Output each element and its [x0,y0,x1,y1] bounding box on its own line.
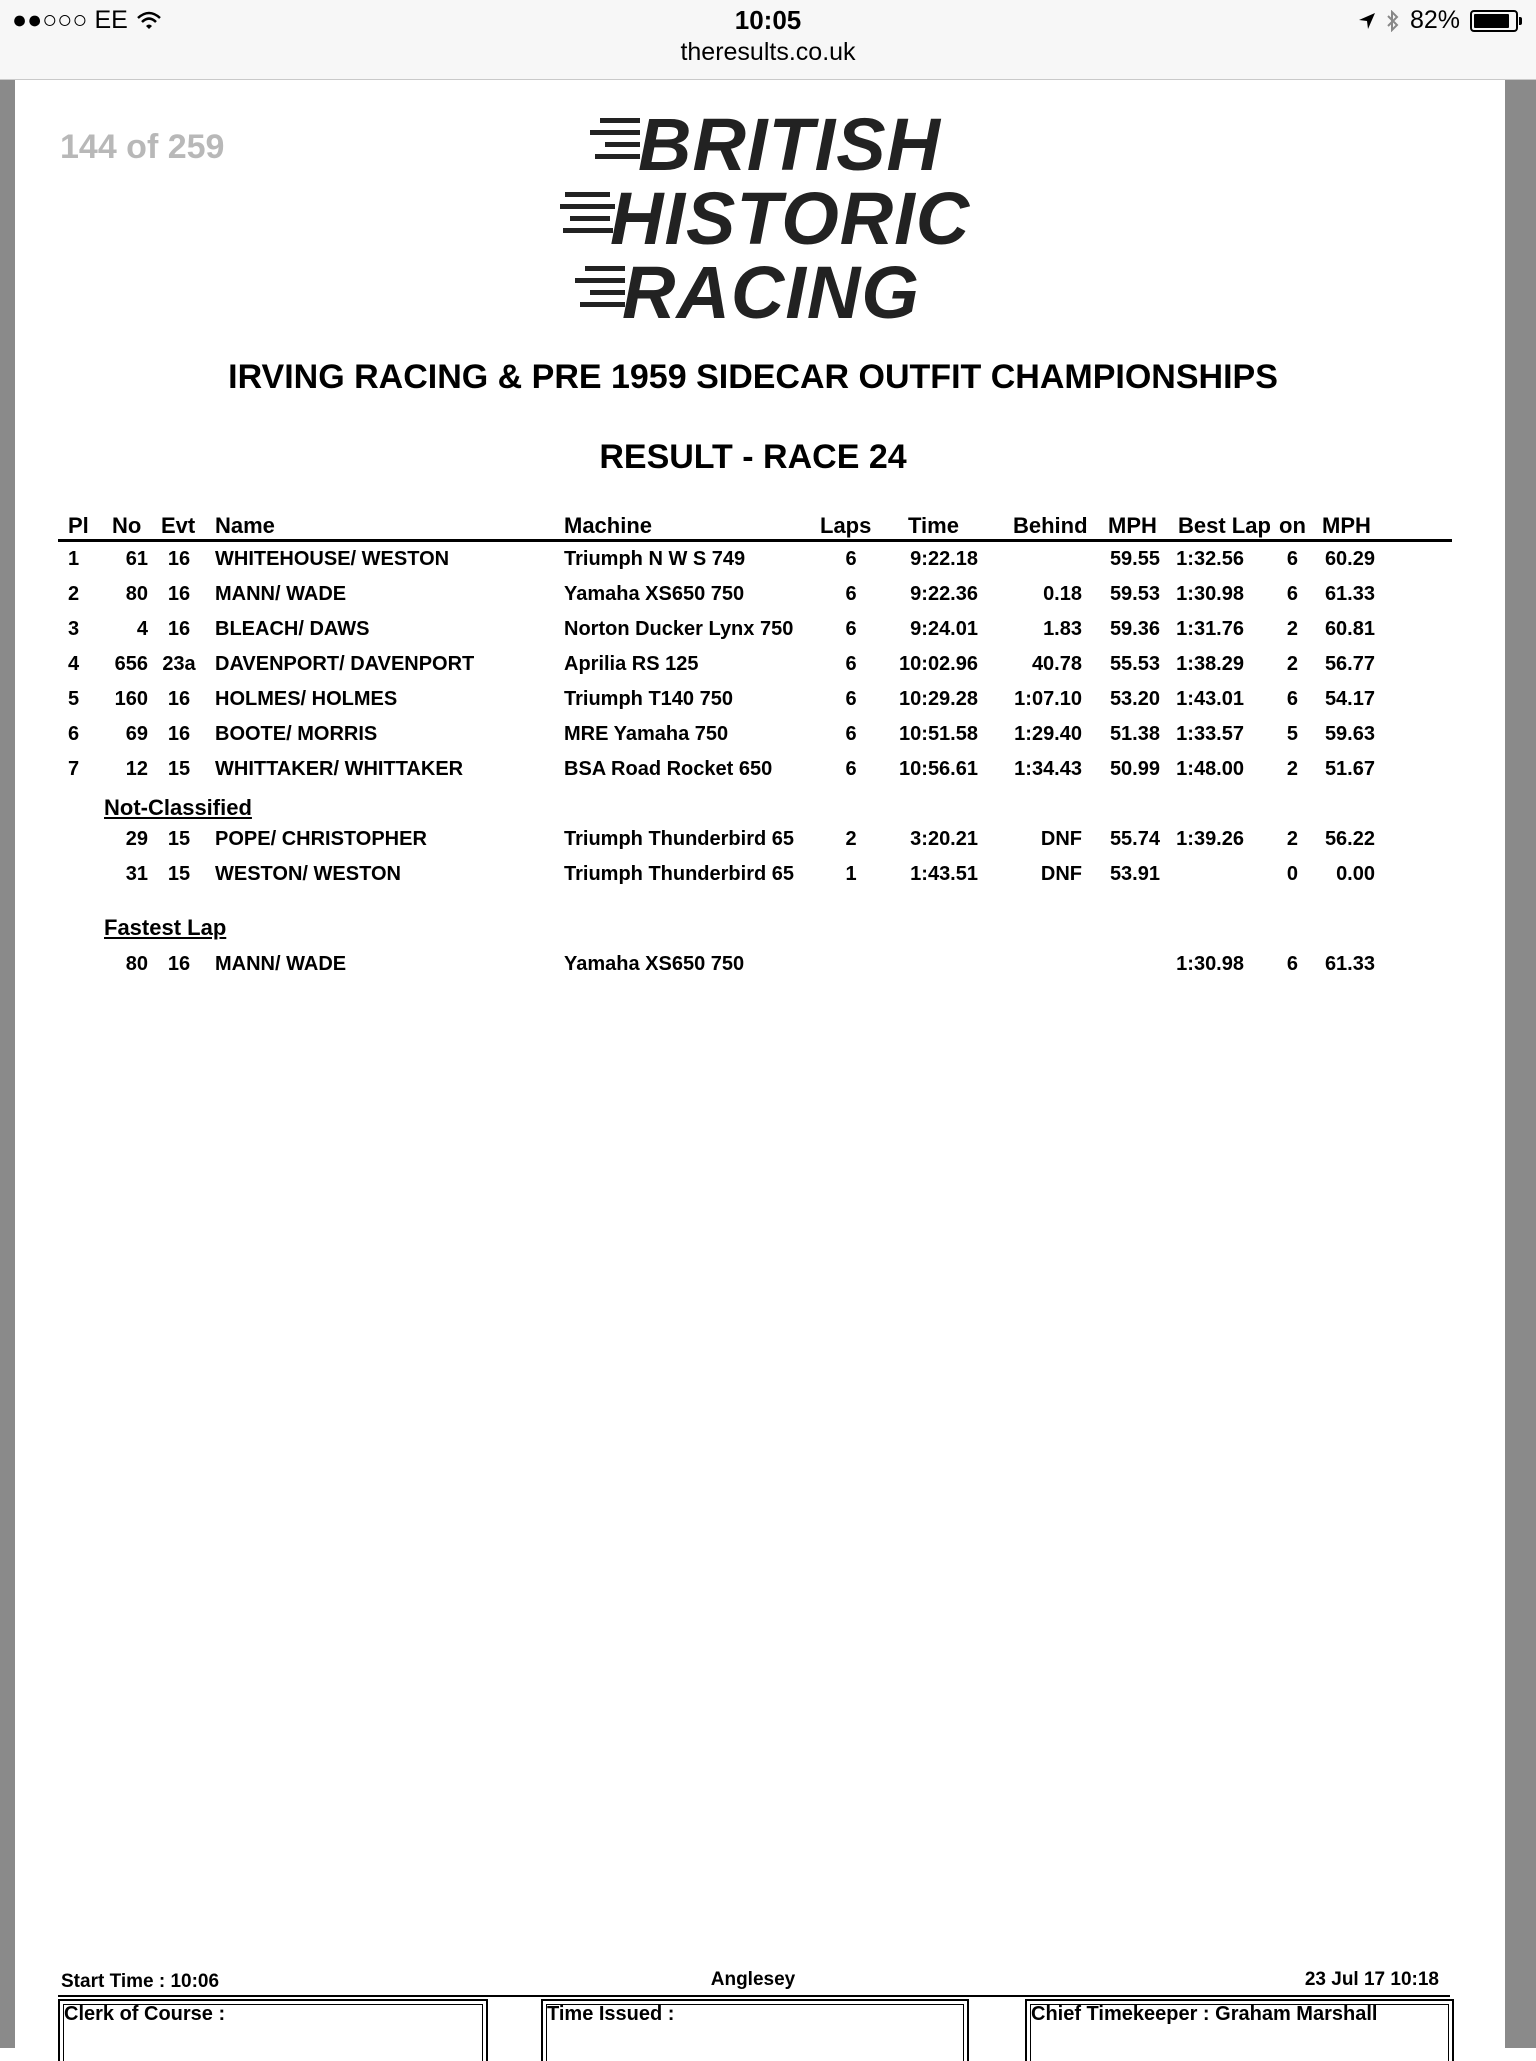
result-cell-behind: 1.83 [1043,618,1082,640]
not-classified-cell-laps: 2 [845,828,857,850]
battery-icon [1470,10,1518,32]
result-cell-machine: MRE Yamaha 750 [564,723,729,745]
result-cell-machine: Triumph T140 750 [564,688,733,710]
result-cell-name: BLEACH/ DAWS [215,618,370,640]
header-mph: MPH [1108,513,1157,538]
logo-line-historic: HISTORIC [610,177,971,260]
header-name: Name [215,513,275,538]
result-cell-best: 1:31.76 [1176,618,1244,640]
fastest-lap-cell-evt: 16 [167,953,191,975]
result-cell-behind: 1:29.40 [1014,723,1082,745]
result-cell-behind: 0.18 [1043,583,1082,605]
result-cell-no: 69 [125,723,148,745]
result-cell-on: 2 [1286,653,1298,675]
header-pl: Pl [68,513,89,538]
result-cell-no: 160 [114,688,148,710]
result-cell-mph: 55.53 [1109,653,1160,675]
clerk-of-course-box [58,1999,488,2061]
not-classified-cell-machine: Triumph Thunderbird 65 [564,828,795,850]
result-cell-no: 12 [125,758,148,780]
not-classified-cell-on: 0 [1286,863,1298,885]
result-cell-mph: 51.38 [1109,723,1160,745]
not-classified-heading: Not-Classified [104,795,252,820]
address-bar-url[interactable]: theresults.co.uk [680,38,856,66]
fastest-lap-cell-no: 80 [125,953,148,975]
result-cell-best: 1:48.00 [1176,758,1244,780]
result-cell-name: MANN/ WADE [215,583,347,605]
result-cell-evt: 16 [167,723,191,745]
bluetooth-icon [1386,10,1400,32]
result-cell-mph2: 54.17 [1324,688,1375,710]
result-cell-evt: 23a [162,653,196,675]
result-cell-laps: 6 [845,688,857,710]
result-cell-on: 2 [1286,758,1298,780]
not-classified-cell-time: 1:43.51 [910,863,978,885]
result-cell-on: 6 [1286,548,1298,570]
result-cell-name: WHITEHOUSE/ WESTON [215,548,450,570]
result-cell-behind: 40.78 [1031,653,1082,675]
carrier-label: ●●○○○ EE [12,6,128,34]
result-cell-machine: BSA Road Rocket 650 [564,758,773,780]
result-cell-laps: 6 [845,618,857,640]
not-classified-cell-mph: 55.74 [1109,828,1160,850]
result-cell-on: 5 [1286,723,1298,745]
result-cell-name: WHITTAKER/ WHITTAKER [215,758,464,780]
header-rule [58,539,1452,542]
result-cell-behind: 1:07.10 [1014,688,1082,710]
right-gutter [1505,80,1536,2048]
fastest-lap-cell-name: MANN/ WADE [215,953,347,975]
result-cell-no: 656 [114,653,148,675]
result-cell-no: 80 [125,583,148,605]
race-subtitle: RESULT - RACE 24 [599,438,907,476]
header-on: on [1279,513,1306,538]
result-cell-laps: 6 [845,758,857,780]
report-timestamp: 23 Jul 17 10:18 [1304,1969,1439,1990]
result-cell-pl: 6 [68,723,80,745]
result-cell-mph: 59.55 [1109,548,1160,570]
result-cell-laps: 6 [845,653,857,675]
result-cell-pl: 3 [68,618,80,640]
not-classified-cell-no: 29 [125,828,148,850]
result-cell-mph2: 61.33 [1324,583,1375,605]
result-cell-name: DAVENPORT/ DAVENPORT [215,653,475,675]
header-best-lap: Best Lap [1178,513,1271,538]
result-cell-evt: 16 [167,583,191,605]
result-cell-mph2: 60.81 [1324,618,1375,640]
result-cell-machine: Yamaha XS650 750 [564,583,745,605]
page-counter: 144 of 259 [60,128,225,166]
not-classified-cell-evt: 15 [167,828,191,850]
header-machine: Machine [564,513,653,538]
not-classified-cell-time: 3:20.21 [910,828,978,850]
result-cell-name: BOOTE/ MORRIS [215,723,378,745]
result-cell-time: 10:51.58 [899,723,978,745]
result-cell-mph: 59.36 [1109,618,1160,640]
result-cell-best: 1:32.56 [1176,548,1244,570]
time-issued-label: Time Issued : [547,2003,675,2025]
result-cell-pl: 7 [68,758,80,780]
result-cell-best: 1:30.98 [1176,583,1244,605]
result-cell-time: 9:24.01 [910,618,978,640]
result-cell-time: 10:56.61 [899,758,978,780]
result-cell-evt: 16 [167,548,191,570]
result-cell-machine: Norton Ducker Lynx 750 [564,618,794,640]
result-cell-pl: 5 [68,688,80,710]
result-cell-mph: 50.99 [1109,758,1160,780]
not-classified-cell-laps: 1 [845,863,857,885]
result-cell-time: 10:02.96 [899,653,978,675]
not-classified-cell-mph2: 56.22 [1324,828,1375,850]
result-cell-time: 9:22.36 [910,583,978,605]
result-cell-best: 1:38.29 [1176,653,1244,675]
result-cell-on: 2 [1286,618,1298,640]
result-cell-machine: Triumph N W S 749 [564,548,746,570]
result-cell-mph: 53.20 [1109,688,1160,710]
result-cell-mph2: 56.77 [1324,653,1375,675]
header-mph-best: MPH [1322,513,1371,538]
logo-line-british: BRITISH [638,103,941,186]
not-classified-cell-behind: DNF [1040,863,1082,885]
fastest-lap-cell-on: 6 [1286,953,1298,975]
result-cell-behind: 1:34.43 [1014,758,1082,780]
result-cell-laps: 6 [845,548,857,570]
result-cell-no: 61 [125,548,148,570]
start-time: Start Time : 10:06 [61,1971,220,1992]
result-cell-evt: 16 [167,618,191,640]
status-time: 10:05 [734,5,802,35]
not-classified-cell-no: 31 [125,863,148,885]
british-historic-racing-logo [560,100,971,334]
battery-percent: 82% [1409,6,1460,34]
not-classified-cell-mph: 53.91 [1109,863,1160,885]
result-cell-best: 1:33.57 [1176,723,1244,745]
result-cell-name: HOLMES/ HOLMES [215,688,398,710]
logo-line-racing: RACING [622,251,920,334]
result-cell-evt: 15 [167,758,191,780]
result-cell-laps: 6 [845,583,857,605]
fastest-lap-cell-machine: Yamaha XS650 750 [564,953,745,975]
result-cell-on: 6 [1286,583,1298,605]
clerk-of-course-label: Clerk of Course : [64,2003,226,2025]
not-classified-cell-on: 2 [1286,828,1298,850]
result-cell-on: 6 [1286,688,1298,710]
result-cell-time: 9:22.18 [910,548,978,570]
result-cell-mph2: 59.63 [1324,723,1375,745]
location-arrow-icon [1358,12,1376,30]
result-cell-pl: 2 [68,583,80,605]
browser-top-bar [0,0,1536,80]
not-classified-cell-best: 1:39.26 [1176,828,1244,850]
header-laps: Laps [820,513,872,538]
chief-timekeeper-box [1025,1999,1454,2061]
status-right [1358,6,1518,35]
venue: Anglesey [710,1969,796,1990]
header-time: Time [908,513,959,538]
not-classified-cell-evt: 15 [167,863,191,885]
result-cell-evt: 16 [167,688,191,710]
chief-timekeeper-label: Chief Timekeeper : Graham Marshall [1031,2003,1378,2025]
result-cell-pl: 1 [68,548,80,570]
not-classified-cell-mph2: 0.00 [1336,863,1375,885]
not-classified-cell-behind: DNF [1040,828,1082,850]
result-cell-best: 1:43.01 [1176,688,1244,710]
result-cell-mph2: 60.29 [1324,548,1375,570]
fastest-lap-heading: Fastest Lap [104,915,227,940]
result-cell-mph2: 51.67 [1324,758,1375,780]
result-cell-laps: 6 [845,723,857,745]
time-issued-box [541,1999,969,2061]
header-behind: Behind [1013,513,1088,538]
championship-title: IRVING RACING & PRE 1959 SIDECAR OUTFIT CHAMPIONSHIPS [228,358,1278,396]
not-classified-cell-machine: Triumph Thunderbird 65 [564,863,795,885]
result-cell-pl: 4 [68,653,80,675]
not-classified-cell-name: WESTON/ WESTON [215,863,401,885]
result-cell-no: 4 [136,618,148,640]
fastest-lap-cell-mph2: 61.33 [1324,953,1375,975]
not-classified-cell-name: POPE/ CHRISTOPHER [215,828,427,850]
fastest-lap-cell-best: 1:30.98 [1176,953,1244,975]
result-cell-mph: 59.53 [1109,583,1160,605]
result-cell-machine: Aprilia RS 125 [564,653,699,675]
header-no: No [112,513,142,538]
result-cell-time: 10:29.28 [899,688,978,710]
header-evt: Evt [161,513,196,538]
